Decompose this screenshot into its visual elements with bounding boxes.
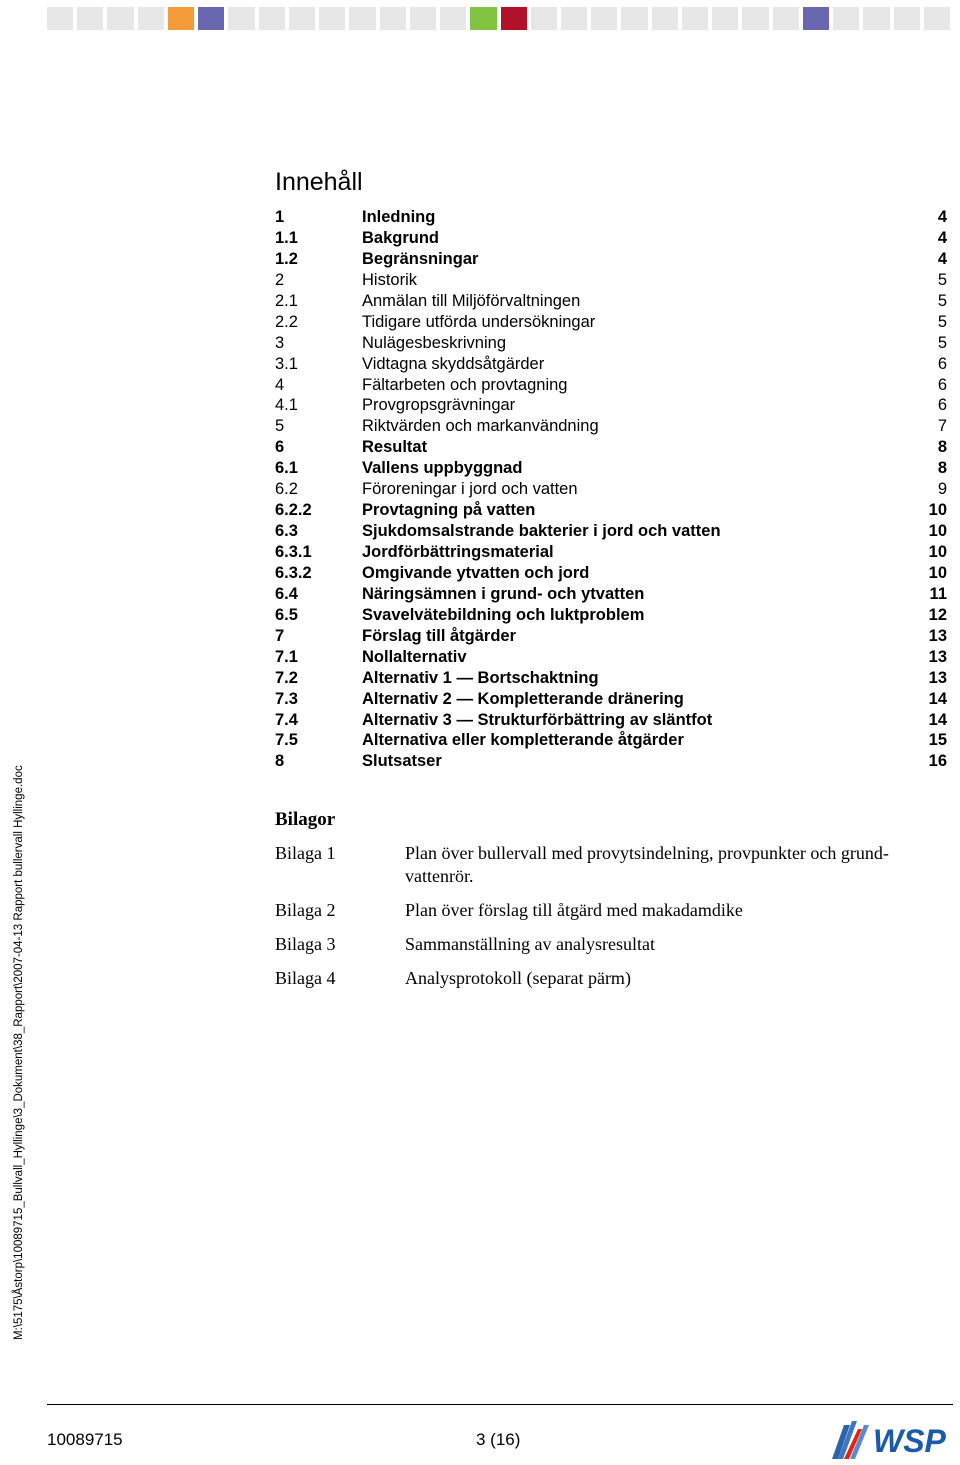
toc-entry-text: Förslag till åtgärder: [362, 626, 517, 645]
attachment-label: Bilaga 4: [275, 968, 336, 988]
toc-entry-num: 6.4: [275, 584, 298, 603]
project-number: 10089715: [47, 1430, 123, 1449]
color-bar-square: [863, 7, 889, 30]
color-bar-square: [380, 7, 406, 30]
toc-entry-num: 7.5: [275, 731, 298, 750]
toc-entry-num: 7.2: [275, 668, 298, 687]
color-bar-square: [440, 7, 466, 30]
toc-entry-page: 13: [928, 647, 947, 666]
toc-entry-text: Historik: [362, 270, 418, 289]
toc-entry-text: Resultat: [362, 438, 428, 457]
toc-entry-num: 3: [275, 333, 285, 352]
toc-entry[interactable]: [275, 354, 947, 375]
attachment-description: [405, 842, 955, 888]
toc-entry-num: 7.3: [275, 689, 298, 708]
toc-entry-page: 10: [928, 501, 947, 520]
toc-entry[interactable]: [275, 730, 947, 751]
toc-entry-num: 6.3.2: [275, 563, 312, 582]
color-bar-square: [198, 7, 224, 30]
color-bar-square: [924, 7, 950, 30]
toc-entry-num: 6.1: [275, 459, 298, 478]
toc-entry[interactable]: [275, 647, 947, 668]
wsp-logo-mark: [832, 1421, 869, 1459]
color-bar-square: [682, 7, 708, 30]
toc-entry-text: Jordförbättringsmaterial: [362, 543, 554, 561]
toc-entry-text: Alternativa eller kompletterande åtgärder: [362, 731, 684, 750]
color-bar-square: [833, 7, 859, 30]
toc-entry-page: 10: [928, 563, 947, 582]
attachment-label: Bilaga 1: [275, 843, 336, 863]
toc-entry-num: 6.2.2: [275, 501, 312, 520]
toc-entry-text: Riktvärden och markanvändning: [362, 417, 599, 436]
attachment-label: Bilaga 2: [275, 900, 336, 920]
toc-entry-text: Fältarbeten och provtagning: [362, 375, 568, 394]
toc-entry-page: 16: [928, 752, 947, 771]
toc-entry-num: 7: [275, 626, 285, 645]
toc-title: Innehåll: [275, 168, 363, 196]
toc-entry-num: 1: [275, 208, 285, 226]
wsp-logo-icon: [830, 1417, 956, 1461]
toc-entry-page: 13: [928, 626, 947, 645]
toc-entry[interactable]: [275, 333, 947, 354]
toc-entry[interactable]: [275, 270, 947, 291]
color-bar-square: [621, 7, 647, 30]
toc-entry[interactable]: [275, 437, 947, 458]
toc-entry-num: 3.1: [275, 354, 298, 373]
color-bar-square: [259, 7, 285, 30]
toc-entry-num: 2.2: [275, 312, 298, 331]
toc-entry[interactable]: [275, 689, 947, 710]
color-bar-square: [712, 7, 738, 30]
toc-entry-page: 6: [937, 396, 947, 415]
toc-entry-text: Vallens uppbyggnad: [362, 459, 523, 478]
toc-entry-text: Nulägesbeskrivning: [362, 333, 506, 352]
page-number: 3 (16): [476, 1430, 521, 1449]
toc-entry-page: 5: [937, 333, 947, 352]
color-bar-square: [894, 7, 920, 30]
document-path: M:\5175\Åstorp\10089715_Bullvall_Hyllinge\3_Dokument\38_Rapport\2007-04-13 Rapport bullervall Hyllinge.doc: [13, 765, 25, 1340]
attachment-description: Sammanställning av analysresultat: [405, 934, 655, 954]
toc-entry-num: 4.1: [275, 396, 298, 415]
color-bar-square: [77, 7, 103, 30]
toc-entry[interactable]: [275, 458, 947, 479]
toc-entry-text: Inledning: [362, 208, 436, 226]
attachment-description: Plan över förslag till åtgärd med makadamdike: [405, 900, 743, 920]
toc-entry[interactable]: [275, 542, 947, 563]
toc-entry[interactable]: [275, 249, 947, 270]
color-bar-square: [773, 7, 799, 30]
toc-entry[interactable]: [275, 312, 947, 333]
toc-entry[interactable]: [275, 584, 947, 605]
toc-entry-page: 7: [937, 417, 947, 436]
toc-entry-text: Tidigare utförda undersökningar: [362, 312, 596, 331]
toc-entry[interactable]: [275, 563, 947, 584]
toc-entry-page: 10: [928, 522, 947, 541]
color-bar-square: [561, 7, 587, 30]
attachment-label: Bilaga 3: [275, 934, 336, 954]
toc-entry-page: 4: [937, 208, 947, 226]
attachment-description: Analysprotokoll (separat pärm): [405, 968, 631, 988]
toc-entry[interactable]: [275, 710, 947, 731]
attachment-description-line: vattenrör.: [405, 866, 474, 886]
attachments-heading: Bilagor: [275, 809, 336, 830]
toc-entry-text: Näringsämnen i grund- och ytvatten: [362, 584, 645, 603]
toc-entry-text: Svavelvätebildning och luktproblem: [362, 605, 645, 624]
toc-entry-page: 5: [937, 312, 947, 331]
toc-entry-num: 2: [275, 270, 285, 289]
toc-entry-num: 6.3.1: [275, 543, 312, 561]
toc-entry-page: 4: [937, 249, 947, 268]
toc-entry-num: 1.1: [275, 228, 298, 247]
attachment-description-line: Plan över bullervall med provytsindelning, provpunkter och grund-: [405, 843, 889, 863]
toc-entry-page: 5: [937, 270, 947, 289]
toc-entry[interactable]: [275, 228, 947, 249]
toc-entry-text: Alternativ 1 — Bortschaktning: [362, 668, 599, 687]
toc-entry[interactable]: [275, 479, 947, 500]
toc-entry-num: 2.1: [275, 291, 298, 310]
attachment-row: [275, 967, 955, 990]
toc-entry-num: 6.2: [275, 480, 298, 499]
toc-entry-page: 6: [937, 375, 947, 394]
toc-entry[interactable]: [275, 375, 947, 396]
toc-entry[interactable]: [275, 207, 947, 228]
toc-entry-text: Sjukdomsalstrande bakterier i jord och vatten: [362, 522, 721, 541]
toc-entry[interactable]: [275, 395, 947, 416]
footer-divider: [47, 1404, 953, 1405]
toc-entry-text: Begränsningar: [362, 249, 479, 268]
table-of-contents: [275, 207, 947, 772]
toc-entry-page: 6: [937, 354, 947, 373]
toc-entry-text: Alternativ 3 — Strukturförbättring av släntfot: [362, 710, 713, 729]
toc-entry-text: Vidtagna skyddsåtgärder: [362, 354, 545, 373]
wsp-logo-text: WSP: [873, 1423, 946, 1459]
header-color-bar: [47, 7, 950, 30]
toc-entry-num: 6.3: [275, 522, 298, 541]
color-bar-square: [652, 7, 678, 30]
color-bar-square: [289, 7, 315, 30]
toc-entry-text: Omgivande ytvatten och jord: [362, 563, 590, 582]
toc-entry[interactable]: [275, 605, 947, 626]
toc-entry-page: 10: [928, 543, 947, 561]
toc-entry-num: 8: [275, 752, 285, 771]
toc-entry-text: Provtagning på vatten: [362, 501, 536, 520]
toc-entry-num: 7.1: [275, 647, 298, 666]
color-bar-square: [47, 7, 73, 30]
toc-entry-page: 8: [937, 459, 947, 478]
toc-entry-num: 6: [275, 438, 285, 457]
color-bar-square: [319, 7, 345, 30]
color-bar-square: [107, 7, 133, 30]
toc-entry-page: 15: [928, 731, 947, 750]
toc-entry-page: 4: [937, 228, 947, 247]
toc-entry-page: 14: [928, 710, 947, 729]
color-bar-square: [349, 7, 375, 30]
color-bar-square: [742, 7, 768, 30]
toc-entry[interactable]: [275, 416, 947, 437]
toc-entry-text: Bakgrund: [362, 228, 440, 247]
toc-entry-num: 6.5: [275, 605, 298, 624]
color-bar-square: [228, 7, 254, 30]
color-bar-square: [591, 7, 617, 30]
attachment-row: [275, 899, 955, 922]
attachment-row: [275, 933, 955, 956]
toc-entry-page: 9: [937, 480, 947, 499]
toc-entry-page: 5: [937, 291, 947, 310]
toc-entry-text: Slutsatser: [362, 752, 442, 771]
toc-entry[interactable]: [275, 500, 947, 521]
toc-entry-page: 14: [928, 689, 947, 708]
toc-entry-page: 12: [928, 605, 947, 624]
color-bar-square: [410, 7, 436, 30]
toc-entry-page: 11: [929, 584, 947, 603]
toc-entry-page: 8: [937, 438, 947, 457]
toc-entry-num: 5: [275, 417, 285, 436]
attachment-row: [275, 842, 955, 888]
color-bar-square: [803, 7, 829, 30]
toc-entry-num: 1.2: [275, 249, 298, 268]
toc-entry-text: Provgropsgrävningar: [362, 396, 516, 415]
color-bar-square: [531, 7, 557, 30]
color-bar-square: [168, 7, 194, 30]
toc-entry-text: Anmälan till Miljöförvaltningen: [362, 291, 581, 310]
color-bar-square: [501, 7, 527, 30]
toc-entry-num: 4: [275, 375, 285, 394]
toc-entry-text: Alternativ 2 — Kompletterande dränering: [362, 689, 684, 708]
toc-entry[interactable]: [275, 521, 947, 542]
toc-entry-num: 7.4: [275, 710, 298, 729]
toc-entry[interactable]: [275, 626, 947, 647]
toc-entry[interactable]: [275, 668, 947, 689]
color-bar-square: [138, 7, 164, 30]
color-bar-square: [470, 7, 496, 30]
toc-entry-page: 13: [928, 668, 947, 687]
toc-entry[interactable]: [275, 751, 947, 772]
toc-entry[interactable]: [275, 291, 947, 312]
toc-entry-text: Föroreningar i jord och vatten: [362, 480, 578, 499]
document-path-margin: [0, 0, 24, 1340]
toc-entry-text: Nollalternativ: [362, 647, 467, 666]
